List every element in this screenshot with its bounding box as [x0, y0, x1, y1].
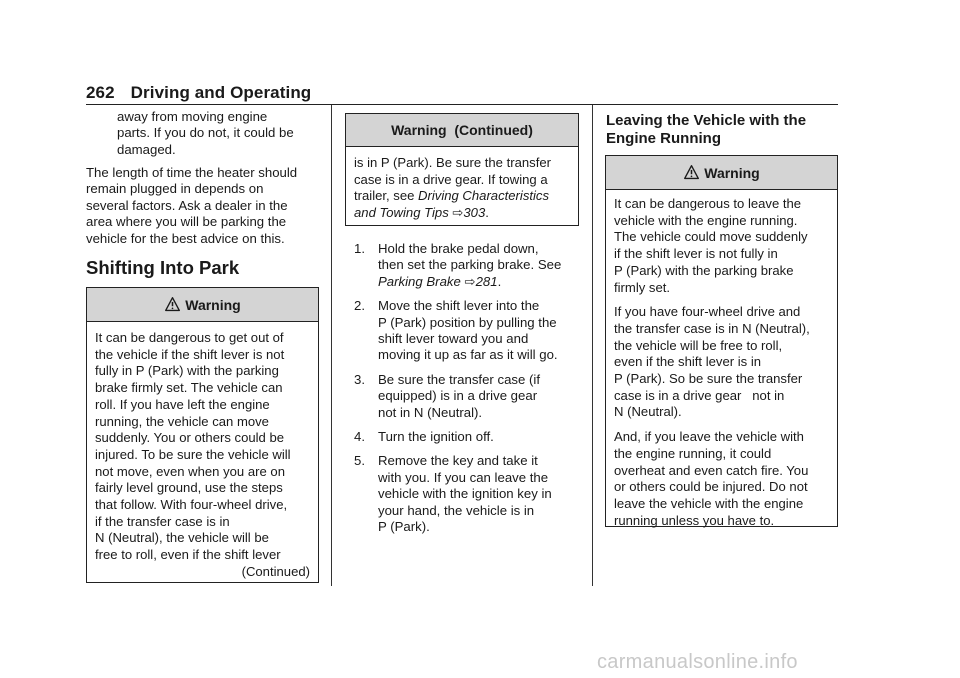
step-number: 2.	[354, 298, 365, 314]
warning-body	[87, 322, 318, 581]
warning-icon	[683, 164, 700, 181]
steps-column	[354, 241, 586, 536]
text-line	[354, 188, 570, 205]
text-line: the vehicle if the shift lever is not	[95, 346, 285, 362]
warning-body	[606, 190, 837, 529]
text-line: not in N (Neutral).	[378, 404, 483, 420]
text-line: remain plugged in depends on	[86, 181, 264, 197]
step-number: 3.	[354, 371, 365, 387]
text-line: that follow. With four-wheel drive,	[95, 497, 288, 513]
cross-reference-link[interactable]: and Towing Tips	[354, 205, 449, 221]
warning-box-header	[346, 114, 578, 147]
step-text	[378, 372, 586, 421]
text-line: N (Neutral).	[614, 404, 682, 420]
text-line: is in P (Park). Be sure the transfer	[354, 155, 551, 170]
text-line: It can be dangerous to get out of	[95, 330, 284, 345]
warning-label: Warning	[185, 296, 241, 313]
text-line	[354, 205, 570, 222]
warning-icon	[164, 296, 181, 313]
text-line: the engine running, it could	[614, 445, 772, 461]
text-line: roll. If you have left the engine	[95, 396, 270, 412]
text-line	[378, 274, 586, 290]
text-line: away from moving engine	[117, 109, 268, 124]
text-line: free to roll, even if the shift lever	[95, 547, 281, 563]
text-line: running, the vehicle can move	[95, 413, 269, 429]
text-line: or others could be injured. Do not	[614, 479, 808, 495]
step-text	[378, 241, 586, 290]
text-line: P (Park). So be sure the transfer	[614, 371, 803, 387]
list-item	[354, 298, 586, 364]
text-line: P (Park) with the parking brake	[614, 262, 794, 278]
warning-paragraph	[614, 196, 829, 296]
section-title: Driving and Operating	[130, 83, 312, 102]
text-line: moving it up as far as it will go.	[378, 347, 558, 363]
text-line: brake firmly set. The vehicle can	[95, 380, 283, 396]
step-number: 1.	[354, 241, 365, 256]
warning-paragraph	[614, 304, 829, 421]
text-line: overheat and even catch fire. You	[614, 462, 809, 478]
page-reference-number[interactable]: 303	[463, 205, 486, 221]
step-text	[378, 453, 586, 535]
text-line: fully in P (Park) with the parking	[95, 363, 279, 379]
continued-text	[86, 109, 326, 158]
text-line: the transfer case is in N (Neutral),	[614, 320, 810, 336]
continued-label: (Continued)	[241, 563, 310, 579]
warning-label: Warning (Continued)	[391, 122, 533, 138]
warning-box-continued	[345, 113, 579, 226]
warning-box	[86, 287, 319, 583]
text-line: vehicle with the ignition key in	[378, 486, 552, 502]
text-line: The length of time the heater should	[86, 165, 298, 180]
text-line: fairly level ground, use the steps	[95, 480, 283, 496]
watermark: carmanualsonline.info	[597, 651, 798, 673]
step-number: 4.	[354, 429, 365, 445]
text-line: Remove the key and take it	[378, 453, 538, 469]
text-line: injured. To be sure the vehicle will	[95, 446, 291, 462]
text-line: suddenly. You or others could be	[95, 430, 285, 446]
heater-paragraph	[86, 165, 326, 247]
text-line: case is in a drive gear. If towing a	[354, 171, 548, 187]
text-line: case is in a drive gear not in	[614, 387, 785, 403]
list-item	[354, 429, 586, 445]
section-heading	[606, 112, 846, 148]
cross-reference-link[interactable]: Driving Characteristics	[418, 188, 550, 204]
page-header	[86, 83, 311, 103]
text-line: N (Neutral), the vehicle will be	[95, 530, 269, 546]
text-line: even if the shift lever is in	[614, 354, 762, 370]
text-line: If you have four-wheel drive and	[614, 304, 801, 320]
text-line: And, if you leave the vehicle with	[614, 429, 804, 445]
heading-line: Leaving the Vehicle with the	[606, 112, 807, 129]
text-line: damaged.	[117, 141, 176, 157]
text-line: with you. If you can leave the	[378, 469, 549, 485]
text-line: It can be dangerous to leave the	[614, 196, 802, 211]
page-number: 262	[86, 83, 115, 102]
text-line: vehicle for the best advice on this.	[86, 230, 285, 246]
warning-label: Warning	[704, 164, 760, 181]
steps-list	[354, 241, 586, 536]
page-reference-icon: ⇨	[452, 205, 464, 221]
text-line: P (Park).	[378, 519, 430, 535]
list-item	[354, 453, 586, 535]
warning-box-header	[606, 156, 837, 190]
text-line: shift lever toward you and	[378, 331, 529, 347]
text-line: area where you will be parking the	[86, 214, 287, 230]
text-line: not move, even when you are on	[95, 463, 285, 479]
step-number: 5.	[354, 453, 365, 469]
text-line: vehicle with the engine running.	[614, 212, 798, 228]
text-line: P (Park) position by pulling the	[378, 314, 557, 330]
heading-line: Engine Running	[606, 130, 721, 147]
page-reference-number[interactable]: 281	[475, 273, 498, 289]
text-line: Turn the ignition off.	[378, 429, 494, 445]
step-text	[378, 298, 586, 364]
text-line: parts. If you do not, it could be	[117, 125, 294, 141]
warning-body	[346, 147, 578, 222]
warning-box	[605, 155, 838, 527]
text-line: several factors. Ask a dealer in the	[86, 197, 288, 213]
warning-box-header	[87, 288, 318, 322]
text-line: if the shift lever is not fully in	[614, 246, 778, 262]
text-span: trailer, see	[354, 188, 419, 204]
page-reference-icon: ⇨	[464, 273, 476, 289]
text-line: running unless you have to.	[614, 512, 775, 528]
text-line: your hand, the vehicle is in	[378, 502, 535, 518]
column-divider	[331, 105, 332, 586]
text-span: .	[485, 205, 489, 221]
list-item	[354, 372, 586, 421]
step-text	[378, 429, 586, 445]
text-line: equipped) is in a drive gear	[378, 388, 538, 404]
column-divider	[592, 105, 593, 586]
section-heading: Shifting Into Park	[86, 257, 240, 278]
text-line: Hold the brake pedal down,	[378, 241, 539, 256]
cross-reference-link[interactable]: Parking Brake	[378, 273, 461, 289]
text-line: if the transfer case is in	[95, 513, 230, 529]
text-line: firmly set.	[614, 279, 671, 295]
text-line: Be sure the transfer case (if	[378, 371, 540, 387]
text-span: .	[497, 273, 502, 289]
text-line: then set the parking brake. See	[378, 257, 562, 273]
text-line: Move the shift lever into the	[378, 298, 540, 314]
warning-paragraph	[614, 429, 829, 529]
list-item	[354, 241, 586, 290]
text-line: the vehicle will be free to roll,	[614, 337, 783, 353]
text-line: The vehicle could move suddenly	[614, 229, 808, 245]
header-rule	[86, 104, 838, 105]
text-line: leave the vehicle with the engine	[614, 495, 804, 511]
